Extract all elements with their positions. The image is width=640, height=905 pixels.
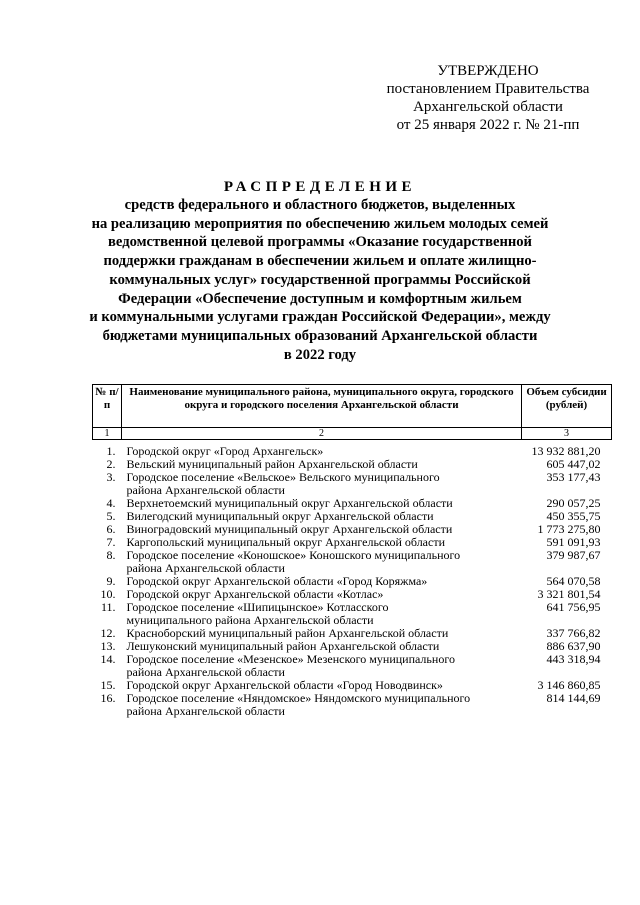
- distribution-table-wrapper: [92, 384, 611, 718]
- row-number: 10.: [100, 587, 116, 601]
- row-number: 11.: [100, 600, 116, 614]
- table-body: [93, 440, 612, 719]
- row-subsidy-amount: 337 766,82: [546, 626, 601, 640]
- row-number: 1.: [106, 444, 116, 458]
- row-subsidy-amount: 379 987,67: [546, 548, 601, 562]
- subtitle-line: ведомственной целевой программы «Оказание государственной: [108, 234, 532, 251]
- row-subsidy-amount: 353 177,43: [546, 470, 601, 484]
- row-subsidy-amount: 13 932 881,20: [531, 444, 601, 458]
- document-subtitle: [60, 196, 580, 364]
- row-municipality-name: Вилегодский муниципальный округ Архангельской области: [126, 509, 434, 523]
- subtitle-line: коммунальных услуг» государственной программы Российской: [109, 271, 531, 288]
- row-subsidy-amount: 886 637,90: [546, 639, 601, 653]
- row-municipality-name: Верхнетоемский муниципальный округ Архангельской области: [126, 496, 453, 510]
- table-column-numbers-row: [93, 428, 612, 440]
- subtitle-line: в 2022 году: [283, 346, 357, 363]
- row-subsidy-amount: 290 057,25: [546, 496, 601, 510]
- row-subsidy-amount: 450 355,75: [546, 509, 601, 523]
- row-subsidy-amount: 1 773 275,80: [537, 522, 601, 536]
- row-number: 9.: [106, 574, 116, 588]
- row-municipality-name: Вельский муниципальный район Архангельской области: [126, 457, 418, 471]
- header-municipality: Наименование муниципального района, муниципального округа, городского округа и городского поселения Архангельской области: [122, 385, 522, 428]
- approval-resolution: постановлением Правительства: [386, 81, 590, 97]
- row-number: 5.: [106, 509, 116, 523]
- subtitle-line: поддержки гражданам в обеспечении жильем и оплате жилищно-: [103, 253, 537, 270]
- row-municipality-name: Красноборский муниципальный район Архангельской области: [126, 626, 449, 640]
- row-number: 4.: [106, 496, 116, 510]
- row-municipality-name: Каргопольский муниципальный округ Архангельской области: [126, 535, 446, 549]
- row-municipality-name: Городское поселение «Няндомское» Няндомского муниципального района Архангельской области: [126, 691, 471, 718]
- row-number: 2.: [106, 457, 116, 471]
- subtitle-line: средств федерального и областного бюджетов, выделенных: [124, 197, 516, 213]
- approval-region: Архангельской области: [413, 99, 563, 115]
- table-row: [93, 692, 612, 718]
- row-number: 6.: [106, 522, 116, 536]
- approval-stamp: [384, 62, 592, 134]
- row-subsidy-amount: 443 318,94: [546, 652, 601, 666]
- document-title: РАСПРЕДЕЛЕНИЕ: [223, 179, 417, 195]
- column-number-1: 1: [93, 428, 122, 440]
- row-municipality-name: Городской округ Архангельской области «Город Новодвинск»: [126, 678, 443, 692]
- table-row: [93, 601, 612, 627]
- row-municipality-name: Городской округ Архангельской области «Город Коряжма»: [126, 574, 428, 588]
- row-number: 3.: [106, 470, 116, 484]
- table-row: [93, 471, 612, 497]
- table-row: [93, 653, 612, 679]
- row-subsidy-amount: 605 447,02: [546, 457, 601, 471]
- header-number: № п/п: [93, 385, 122, 428]
- row-number: 12.: [100, 626, 116, 640]
- row-subsidy-amount: 641 756,95: [546, 600, 601, 614]
- row-municipality-name: Городской округ Архангельской области «Котлас»: [126, 587, 384, 601]
- row-municipality-name: Виноградовский муниципальный округ Архангельской области: [126, 522, 453, 536]
- row-number: 15.: [100, 678, 116, 692]
- row-municipality-name: Городское поселение «Вельское» Вельского муниципального района Архангельской области: [126, 470, 440, 497]
- column-number-2: 2: [122, 428, 522, 440]
- column-number-3: 3: [522, 428, 612, 440]
- table-row: [93, 549, 612, 575]
- row-municipality-name: Городское поселение «Шипицынское» Котласского муниципального района Архангельской области: [126, 600, 389, 627]
- header-subsidy-amount: Объем субсидии (рублей): [522, 385, 612, 428]
- row-number: 16.: [100, 691, 116, 705]
- approval-date-number: от 25 января 2022 г. № 21-пп: [396, 117, 580, 133]
- row-municipality-name: Городское поселение «Мезенское» Мезенского муниципального района Архангельской области: [126, 652, 455, 679]
- row-subsidy-amount: 591 091,93: [546, 535, 601, 549]
- row-subsidy-amount: 3 321 801,54: [537, 587, 601, 601]
- table-header-row: [93, 385, 612, 428]
- row-subsidy-amount: 3 146 860,85: [537, 678, 601, 692]
- subtitle-line: на реализацию мероприятия по обеспечению жильем молодых семей: [91, 215, 549, 232]
- subtitle-line: и коммунальными услугами граждан Российской Федерации», между: [89, 309, 551, 326]
- approval-heading: УТВЕРЖДЕНО: [437, 63, 539, 79]
- row-municipality-name: Городское поселение «Коношское» Коношского муниципального района Архангельской области: [126, 548, 461, 575]
- row-subsidy-amount: 814 144,69: [546, 691, 601, 705]
- subtitle-line: бюджетами муниципальных образований Архангельской области: [102, 327, 538, 344]
- row-number: 13.: [100, 639, 116, 653]
- row-number: 14.: [100, 652, 116, 666]
- row-municipality-name: Лешуконский муниципальный район Архангельской области: [126, 639, 440, 653]
- row-municipality-name: Городской округ «Город Архангельск»: [126, 444, 324, 458]
- row-subsidy-amount: 564 070,58: [546, 574, 601, 588]
- row-number: 7.: [106, 535, 116, 549]
- subtitle-line: Федерации «Обеспечение доступным и комфортным жильем: [118, 290, 522, 307]
- distribution-table: [92, 384, 612, 718]
- row-number: 8.: [106, 548, 116, 562]
